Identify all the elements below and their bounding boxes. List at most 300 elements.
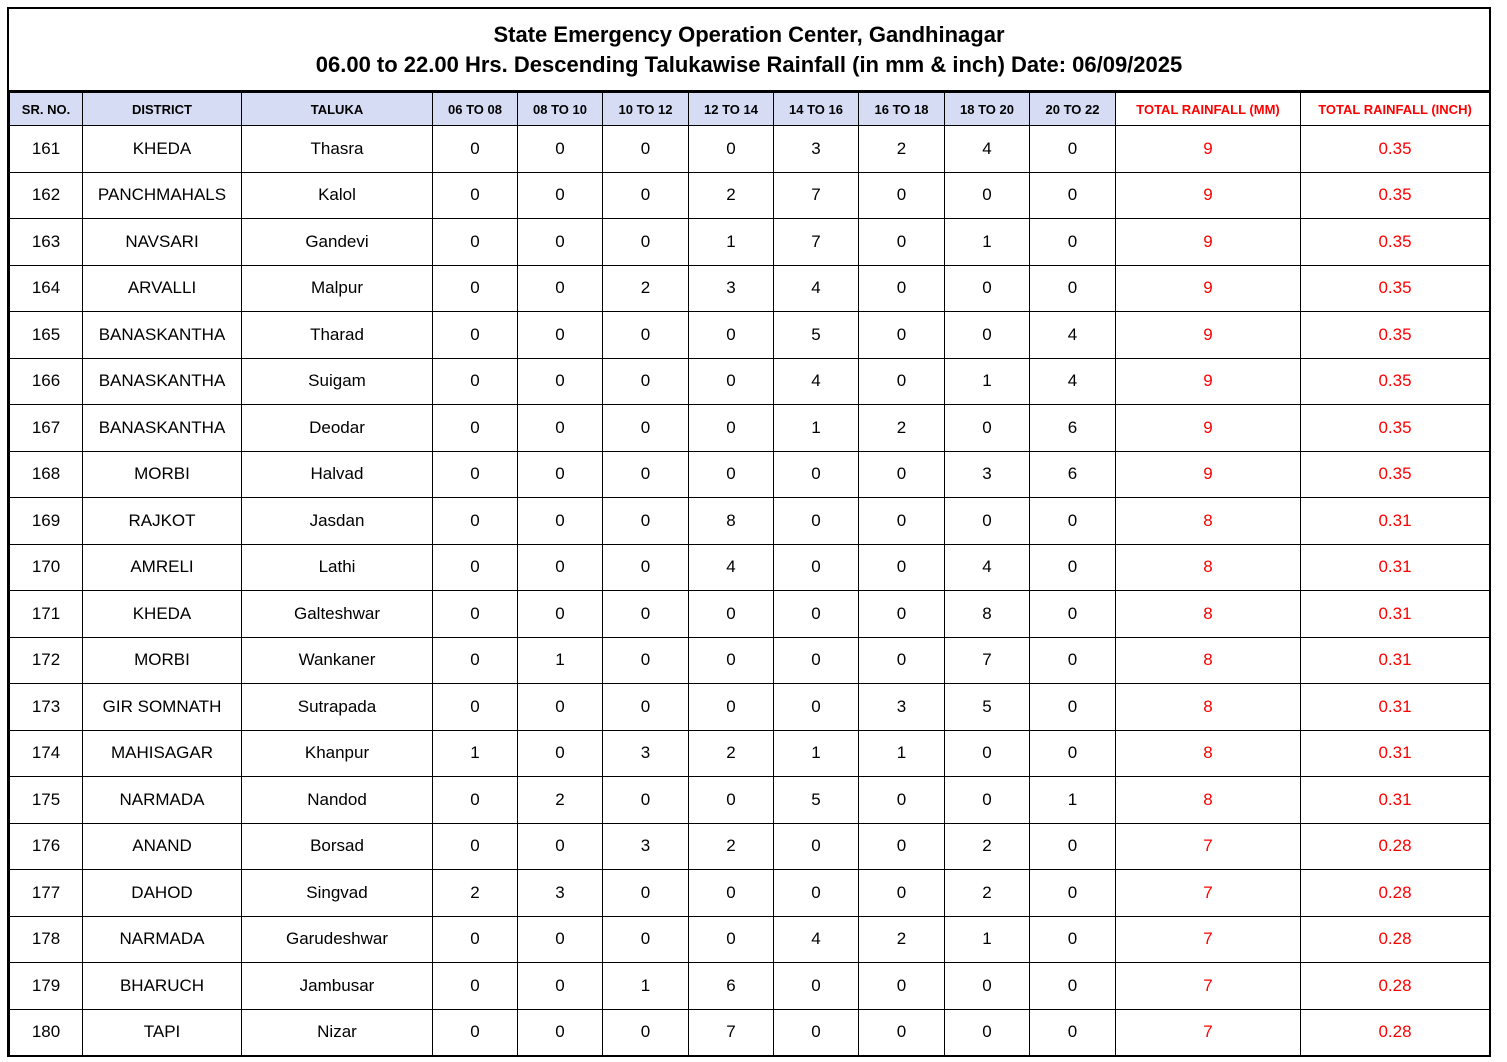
cell-sr-no: 178 — [10, 916, 83, 963]
cell-06-to-08: 0 — [433, 126, 518, 173]
cell-10-to-12: 0 — [603, 777, 689, 824]
cell-20-to-22: 4 — [1030, 358, 1116, 405]
cell-06-to-08: 0 — [433, 777, 518, 824]
cell-16-to-18: 0 — [859, 498, 945, 545]
cell-08-to-10: 0 — [518, 684, 603, 731]
cell-16-to-18: 1 — [859, 730, 945, 777]
cell-18-to-20: 1 — [945, 358, 1030, 405]
cell-16-to-18: 0 — [859, 637, 945, 684]
rainfall-report-sheet — [7, 7, 1491, 1057]
cell-sr-no: 161 — [10, 126, 83, 173]
cell-12-to-14: 3 — [689, 265, 774, 312]
cell-12-to-14: 0 — [689, 684, 774, 731]
table-row — [10, 405, 1490, 452]
cell-sr-no: 172 — [10, 637, 83, 684]
cell-taluka: Deodar — [242, 405, 433, 452]
cell-total-inch: 0.31 — [1301, 591, 1490, 638]
cell-06-to-08: 0 — [433, 405, 518, 452]
cell-18-to-20: 3 — [945, 451, 1030, 498]
table-row — [10, 358, 1490, 405]
cell-taluka: Sutrapada — [242, 684, 433, 731]
table-row — [10, 219, 1490, 266]
cell-taluka: Lathi — [242, 544, 433, 591]
cell-total-mm: 8 — [1116, 777, 1301, 824]
cell-total-mm: 7 — [1116, 870, 1301, 917]
cell-12-to-14: 0 — [689, 870, 774, 917]
cell-14-to-16: 0 — [774, 823, 859, 870]
cell-06-to-08: 2 — [433, 870, 518, 917]
cell-08-to-10: 0 — [518, 498, 603, 545]
cell-20-to-22: 0 — [1030, 498, 1116, 545]
cell-10-to-12: 1 — [603, 963, 689, 1010]
cell-taluka: Halvad — [242, 451, 433, 498]
cell-20-to-22: 0 — [1030, 265, 1116, 312]
cell-06-to-08: 0 — [433, 1009, 518, 1056]
cell-10-to-12: 0 — [603, 219, 689, 266]
cell-06-to-08: 0 — [433, 358, 518, 405]
cell-total-mm: 9 — [1116, 405, 1301, 452]
cell-district: DAHOD — [83, 870, 242, 917]
cell-08-to-10: 0 — [518, 358, 603, 405]
cell-district: MORBI — [83, 451, 242, 498]
cell-total-mm: 7 — [1116, 1009, 1301, 1056]
header-taluka: TALUKA — [242, 93, 433, 126]
cell-06-to-08: 0 — [433, 172, 518, 219]
cell-12-to-14: 7 — [689, 1009, 774, 1056]
header-08-to-10: 08 TO 10 — [518, 93, 603, 126]
cell-total-inch: 0.31 — [1301, 498, 1490, 545]
cell-06-to-08: 0 — [433, 312, 518, 359]
cell-16-to-18: 0 — [859, 451, 945, 498]
cell-12-to-14: 0 — [689, 591, 774, 638]
cell-sr-no: 175 — [10, 777, 83, 824]
cell-total-inch: 0.35 — [1301, 451, 1490, 498]
cell-total-mm: 8 — [1116, 637, 1301, 684]
cell-total-inch: 0.35 — [1301, 172, 1490, 219]
cell-08-to-10: 0 — [518, 265, 603, 312]
cell-14-to-16: 1 — [774, 730, 859, 777]
cell-20-to-22: 0 — [1030, 544, 1116, 591]
cell-08-to-10: 0 — [518, 126, 603, 173]
cell-total-inch: 0.35 — [1301, 358, 1490, 405]
cell-16-to-18: 0 — [859, 591, 945, 638]
cell-total-inch: 0.35 — [1301, 405, 1490, 452]
cell-10-to-12: 0 — [603, 126, 689, 173]
cell-district: MORBI — [83, 637, 242, 684]
table-row — [10, 637, 1490, 684]
cell-16-to-18: 0 — [859, 219, 945, 266]
cell-08-to-10: 0 — [518, 544, 603, 591]
cell-16-to-18: 2 — [859, 405, 945, 452]
cell-10-to-12: 0 — [603, 172, 689, 219]
cell-10-to-12: 0 — [603, 358, 689, 405]
cell-total-mm: 9 — [1116, 358, 1301, 405]
cell-total-inch: 0.28 — [1301, 963, 1490, 1010]
cell-taluka: Garudeshwar — [242, 916, 433, 963]
cell-total-inch: 0.28 — [1301, 1009, 1490, 1056]
table-body — [10, 126, 1490, 1056]
cell-taluka: Nizar — [242, 1009, 433, 1056]
cell-total-inch: 0.28 — [1301, 870, 1490, 917]
cell-12-to-14: 4 — [689, 544, 774, 591]
cell-sr-no: 180 — [10, 1009, 83, 1056]
cell-10-to-12: 3 — [603, 730, 689, 777]
cell-total-inch: 0.28 — [1301, 916, 1490, 963]
cell-district: NARMADA — [83, 916, 242, 963]
cell-total-mm: 7 — [1116, 916, 1301, 963]
cell-total-mm: 9 — [1116, 172, 1301, 219]
cell-18-to-20: 1 — [945, 219, 1030, 266]
cell-18-to-20: 8 — [945, 591, 1030, 638]
cell-taluka: Singvad — [242, 870, 433, 917]
cell-06-to-08: 0 — [433, 265, 518, 312]
cell-10-to-12: 0 — [603, 312, 689, 359]
table-row — [10, 1009, 1490, 1056]
cell-10-to-12: 0 — [603, 916, 689, 963]
cell-18-to-20: 0 — [945, 265, 1030, 312]
cell-14-to-16: 5 — [774, 777, 859, 824]
cell-taluka: Kalol — [242, 172, 433, 219]
cell-sr-no: 163 — [10, 219, 83, 266]
cell-sr-no: 169 — [10, 498, 83, 545]
cell-taluka: Nandod — [242, 777, 433, 824]
cell-18-to-20: 2 — [945, 823, 1030, 870]
cell-18-to-20: 0 — [945, 1009, 1030, 1056]
cell-sr-no: 177 — [10, 870, 83, 917]
cell-sr-no: 167 — [10, 405, 83, 452]
cell-total-mm: 7 — [1116, 823, 1301, 870]
table-row — [10, 916, 1490, 963]
table-row — [10, 777, 1490, 824]
table-row — [10, 451, 1490, 498]
cell-18-to-20: 0 — [945, 405, 1030, 452]
cell-08-to-10: 0 — [518, 730, 603, 777]
cell-16-to-18: 2 — [859, 126, 945, 173]
header-12-to-14: 12 TO 14 — [689, 93, 774, 126]
cell-sr-no: 176 — [10, 823, 83, 870]
cell-14-to-16: 0 — [774, 1009, 859, 1056]
cell-18-to-20: 7 — [945, 637, 1030, 684]
cell-14-to-16: 0 — [774, 963, 859, 1010]
cell-taluka: Jambusar — [242, 963, 433, 1010]
cell-total-inch: 0.35 — [1301, 312, 1490, 359]
table-row — [10, 544, 1490, 591]
cell-12-to-14: 0 — [689, 358, 774, 405]
cell-14-to-16: 0 — [774, 591, 859, 638]
cell-10-to-12: 2 — [603, 265, 689, 312]
report-title-block — [9, 9, 1489, 92]
cell-18-to-20: 5 — [945, 684, 1030, 731]
cell-06-to-08: 0 — [433, 637, 518, 684]
cell-10-to-12: 0 — [603, 684, 689, 731]
cell-20-to-22: 0 — [1030, 637, 1116, 684]
table-row — [10, 498, 1490, 545]
cell-sr-no: 168 — [10, 451, 83, 498]
header-20-to-22: 20 TO 22 — [1030, 93, 1116, 126]
cell-total-inch: 0.31 — [1301, 730, 1490, 777]
table-row — [10, 591, 1490, 638]
cell-20-to-22: 6 — [1030, 405, 1116, 452]
cell-taluka: Borsad — [242, 823, 433, 870]
cell-12-to-14: 0 — [689, 126, 774, 173]
cell-16-to-18: 2 — [859, 916, 945, 963]
cell-18-to-20: 2 — [945, 870, 1030, 917]
cell-district: GIR SOMNATH — [83, 684, 242, 731]
cell-total-inch: 0.31 — [1301, 777, 1490, 824]
cell-16-to-18: 0 — [859, 870, 945, 917]
cell-total-inch: 0.31 — [1301, 544, 1490, 591]
cell-14-to-16: 4 — [774, 265, 859, 312]
cell-06-to-08: 0 — [433, 916, 518, 963]
cell-10-to-12: 0 — [603, 451, 689, 498]
cell-08-to-10: 0 — [518, 172, 603, 219]
cell-16-to-18: 0 — [859, 172, 945, 219]
cell-18-to-20: 4 — [945, 126, 1030, 173]
cell-district: ANAND — [83, 823, 242, 870]
cell-08-to-10: 0 — [518, 1009, 603, 1056]
cell-12-to-14: 2 — [689, 823, 774, 870]
cell-sr-no: 166 — [10, 358, 83, 405]
cell-20-to-22: 0 — [1030, 916, 1116, 963]
cell-total-inch: 0.35 — [1301, 126, 1490, 173]
cell-14-to-16: 4 — [774, 358, 859, 405]
cell-18-to-20: 0 — [945, 777, 1030, 824]
cell-06-to-08: 0 — [433, 963, 518, 1010]
cell-sr-no: 164 — [10, 265, 83, 312]
cell-district: MAHISAGAR — [83, 730, 242, 777]
cell-10-to-12: 0 — [603, 591, 689, 638]
cell-taluka: Wankaner — [242, 637, 433, 684]
cell-district: BHARUCH — [83, 963, 242, 1010]
cell-14-to-16: 5 — [774, 312, 859, 359]
cell-14-to-16: 0 — [774, 451, 859, 498]
cell-14-to-16: 7 — [774, 172, 859, 219]
cell-06-to-08: 0 — [433, 684, 518, 731]
cell-20-to-22: 0 — [1030, 126, 1116, 173]
cell-total-mm: 9 — [1116, 312, 1301, 359]
table-row — [10, 730, 1490, 777]
cell-20-to-22: 4 — [1030, 312, 1116, 359]
cell-18-to-20: 0 — [945, 172, 1030, 219]
cell-08-to-10: 0 — [518, 963, 603, 1010]
cell-16-to-18: 0 — [859, 963, 945, 1010]
table-row — [10, 265, 1490, 312]
cell-12-to-14: 1 — [689, 219, 774, 266]
cell-total-mm: 8 — [1116, 591, 1301, 638]
cell-total-mm: 9 — [1116, 219, 1301, 266]
cell-08-to-10: 0 — [518, 312, 603, 359]
cell-20-to-22: 0 — [1030, 870, 1116, 917]
cell-18-to-20: 0 — [945, 963, 1030, 1010]
cell-district: TAPI — [83, 1009, 242, 1056]
cell-taluka: Gandevi — [242, 219, 433, 266]
cell-district: NAVSARI — [83, 219, 242, 266]
cell-18-to-20: 0 — [945, 498, 1030, 545]
header-total-inch: TOTAL RAINFALL (INCH) — [1301, 93, 1490, 126]
cell-06-to-08: 0 — [433, 219, 518, 266]
cell-06-to-08: 0 — [433, 591, 518, 638]
cell-taluka: Malpur — [242, 265, 433, 312]
table-header-row — [10, 93, 1490, 126]
table-row — [10, 823, 1490, 870]
cell-08-to-10: 0 — [518, 823, 603, 870]
cell-08-to-10: 0 — [518, 591, 603, 638]
cell-08-to-10: 1 — [518, 637, 603, 684]
cell-sr-no: 173 — [10, 684, 83, 731]
cell-06-to-08: 0 — [433, 544, 518, 591]
cell-18-to-20: 1 — [945, 916, 1030, 963]
header-sr-no: SR. NO. — [10, 93, 83, 126]
cell-district: KHEDA — [83, 591, 242, 638]
cell-12-to-14: 6 — [689, 963, 774, 1010]
cell-20-to-22: 0 — [1030, 684, 1116, 731]
cell-08-to-10: 0 — [518, 916, 603, 963]
cell-08-to-10: 0 — [518, 451, 603, 498]
cell-12-to-14: 2 — [689, 172, 774, 219]
cell-12-to-14: 0 — [689, 405, 774, 452]
cell-district: NARMADA — [83, 777, 242, 824]
cell-10-to-12: 0 — [603, 544, 689, 591]
cell-20-to-22: 0 — [1030, 1009, 1116, 1056]
cell-16-to-18: 3 — [859, 684, 945, 731]
cell-14-to-16: 0 — [774, 544, 859, 591]
cell-taluka: Galteshwar — [242, 591, 433, 638]
cell-12-to-14: 2 — [689, 730, 774, 777]
cell-20-to-22: 0 — [1030, 963, 1116, 1010]
cell-total-mm: 9 — [1116, 451, 1301, 498]
report-title: State Emergency Operation Center, Gandhinagar — [493, 21, 1005, 47]
header-16-to-18: 16 TO 18 — [859, 93, 945, 126]
cell-06-to-08: 0 — [433, 498, 518, 545]
header-total-mm: TOTAL RAINFALL (MM) — [1116, 93, 1301, 126]
cell-total-mm: 9 — [1116, 126, 1301, 173]
cell-total-mm: 8 — [1116, 730, 1301, 777]
cell-taluka: Thasra — [242, 126, 433, 173]
report-subtitle: 06.00 to 22.00 Hrs. Descending Talukawise Rainfall (in mm & inch) Date: 06/09/2025 — [315, 51, 1183, 77]
cell-14-to-16: 0 — [774, 684, 859, 731]
cell-12-to-14: 0 — [689, 451, 774, 498]
header-10-to-12: 10 TO 12 — [603, 93, 689, 126]
cell-district: BANASKANTHA — [83, 312, 242, 359]
cell-08-to-10: 3 — [518, 870, 603, 917]
cell-14-to-16: 0 — [774, 870, 859, 917]
cell-06-to-08: 1 — [433, 730, 518, 777]
cell-16-to-18: 0 — [859, 544, 945, 591]
cell-20-to-22: 0 — [1030, 172, 1116, 219]
cell-18-to-20: 0 — [945, 312, 1030, 359]
header-district: DISTRICT — [83, 93, 242, 126]
cell-district: BANASKANTHA — [83, 405, 242, 452]
cell-total-mm: 9 — [1116, 265, 1301, 312]
cell-taluka: Jasdan — [242, 498, 433, 545]
cell-district: KHEDA — [83, 126, 242, 173]
cell-12-to-14: 0 — [689, 637, 774, 684]
table-row — [10, 312, 1490, 359]
cell-20-to-22: 0 — [1030, 730, 1116, 777]
cell-total-inch: 0.35 — [1301, 265, 1490, 312]
cell-10-to-12: 0 — [603, 637, 689, 684]
cell-10-to-12: 0 — [603, 870, 689, 917]
cell-16-to-18: 0 — [859, 777, 945, 824]
cell-14-to-16: 0 — [774, 498, 859, 545]
cell-12-to-14: 0 — [689, 777, 774, 824]
cell-08-to-10: 0 — [518, 405, 603, 452]
cell-total-inch: 0.31 — [1301, 637, 1490, 684]
cell-total-inch: 0.31 — [1301, 684, 1490, 731]
cell-18-to-20: 4 — [945, 544, 1030, 591]
cell-12-to-14: 0 — [689, 916, 774, 963]
table-row — [10, 963, 1490, 1010]
table-row — [10, 870, 1490, 917]
table-row — [10, 172, 1490, 219]
header-14-to-16: 14 TO 16 — [774, 93, 859, 126]
cell-district: BANASKANTHA — [83, 358, 242, 405]
cell-16-to-18: 0 — [859, 265, 945, 312]
cell-sr-no: 174 — [10, 730, 83, 777]
cell-20-to-22: 1 — [1030, 777, 1116, 824]
cell-16-to-18: 0 — [859, 823, 945, 870]
table-row — [10, 126, 1490, 173]
cell-sr-no: 162 — [10, 172, 83, 219]
cell-district: PANCHMAHALS — [83, 172, 242, 219]
rainfall-table — [9, 92, 1490, 1056]
cell-20-to-22: 0 — [1030, 823, 1116, 870]
cell-total-mm: 8 — [1116, 684, 1301, 731]
cell-10-to-12: 0 — [603, 1009, 689, 1056]
cell-08-to-10: 2 — [518, 777, 603, 824]
cell-total-inch: 0.28 — [1301, 823, 1490, 870]
cell-total-mm: 8 — [1116, 498, 1301, 545]
cell-district: RAJKOT — [83, 498, 242, 545]
cell-14-to-16: 7 — [774, 219, 859, 266]
cell-taluka: Tharad — [242, 312, 433, 359]
cell-08-to-10: 0 — [518, 219, 603, 266]
cell-sr-no: 165 — [10, 312, 83, 359]
cell-14-to-16: 3 — [774, 126, 859, 173]
table-row — [10, 684, 1490, 731]
cell-10-to-12: 3 — [603, 823, 689, 870]
cell-20-to-22: 0 — [1030, 219, 1116, 266]
cell-20-to-22: 6 — [1030, 451, 1116, 498]
cell-total-mm: 7 — [1116, 963, 1301, 1010]
cell-sr-no: 170 — [10, 544, 83, 591]
cell-16-to-18: 0 — [859, 312, 945, 359]
cell-16-to-18: 0 — [859, 358, 945, 405]
cell-14-to-16: 1 — [774, 405, 859, 452]
cell-14-to-16: 0 — [774, 637, 859, 684]
header-18-to-20: 18 TO 20 — [945, 93, 1030, 126]
cell-total-mm: 8 — [1116, 544, 1301, 591]
cell-20-to-22: 0 — [1030, 591, 1116, 638]
cell-18-to-20: 0 — [945, 730, 1030, 777]
cell-14-to-16: 4 — [774, 916, 859, 963]
cell-district: ARVALLI — [83, 265, 242, 312]
cell-06-to-08: 0 — [433, 451, 518, 498]
cell-12-to-14: 0 — [689, 312, 774, 359]
cell-16-to-18: 0 — [859, 1009, 945, 1056]
cell-10-to-12: 0 — [603, 405, 689, 452]
cell-12-to-14: 8 — [689, 498, 774, 545]
cell-taluka: Khanpur — [242, 730, 433, 777]
cell-06-to-08: 0 — [433, 823, 518, 870]
header-06-to-08: 06 TO 08 — [433, 93, 518, 126]
cell-district: AMRELI — [83, 544, 242, 591]
cell-10-to-12: 0 — [603, 498, 689, 545]
cell-taluka: Suigam — [242, 358, 433, 405]
cell-sr-no: 171 — [10, 591, 83, 638]
cell-total-inch: 0.35 — [1301, 219, 1490, 266]
cell-sr-no: 179 — [10, 963, 83, 1010]
